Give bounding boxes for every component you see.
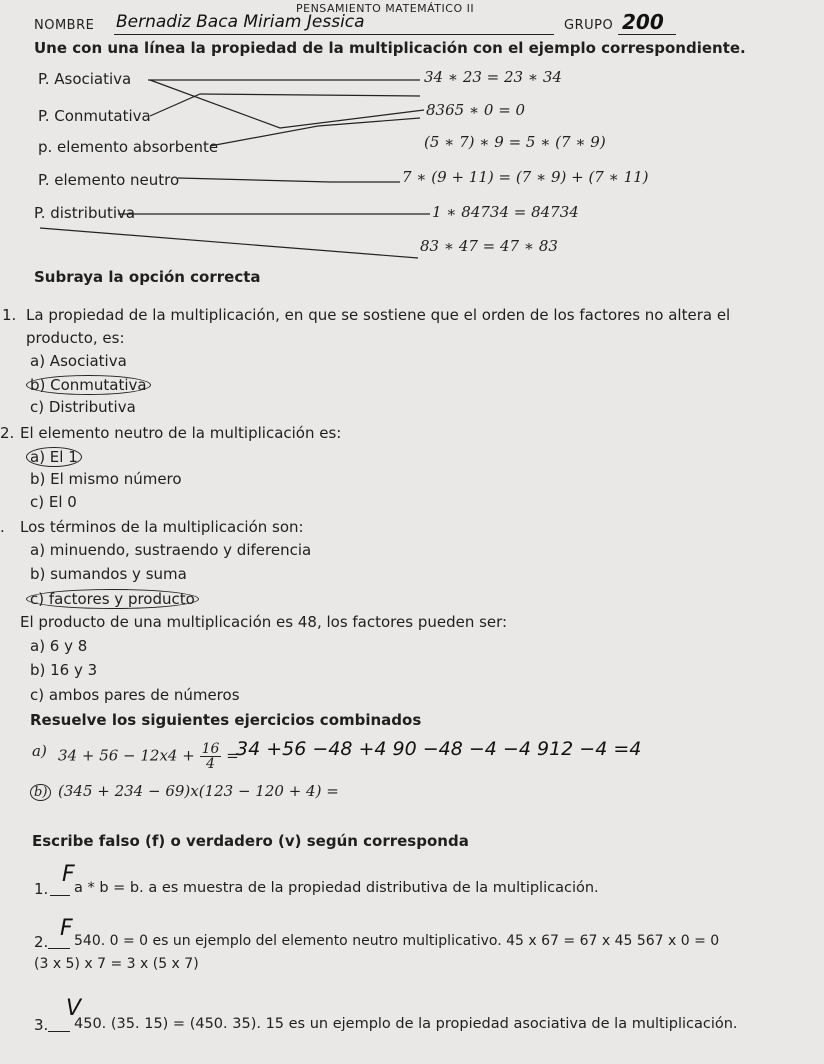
property-absorbente: p. elemento absorbente (38, 138, 219, 156)
section3-title: Resuelve los siguientes ejercicios combinados (30, 711, 422, 729)
tf-3-text: 450. (35. 15) = (450. 35). 15 es un ejemplo de la propiedad asociativa de la multiplicación. (74, 1016, 738, 1032)
q1-option-a: a) Asociativa (30, 352, 127, 370)
q4-option-a: a) 6 y 8 (30, 637, 88, 655)
name-label: NOMBRE (34, 18, 95, 33)
example-1: 34 ∗ 23 = 23 ∗ 34 (424, 68, 562, 86)
match-line-absorbente (210, 118, 420, 146)
section4-title: Escribe falso (f) o verdadero (v) según corresponda (32, 832, 469, 850)
tf-2-text-2: (3 x 5) x 7 = 3 x (5 x 7) (34, 956, 199, 972)
q1-option-b (30, 375, 151, 395)
example-3: (5 ∗ 7) ∗ 9 = 5 ∗ (7 ∗ 9) (424, 133, 606, 151)
name-value: Bernadiz Baca Miriam Jessica (116, 12, 365, 32)
tf-1-number: 1. (34, 880, 49, 898)
q2-option-a (30, 447, 82, 467)
section2-instruction: Subraya la opción correcta (34, 268, 261, 286)
property-conmutativa: P. Conmutativa (38, 107, 151, 125)
tf-2-answer: F (60, 916, 73, 941)
tf-2-text: 540. 0 = 0 es un ejemplo del elemento neutro multiplicativo. 45 x 67 = 67 x 45 567 x 0 = 0 (74, 933, 720, 949)
group-label: GRUPO (564, 18, 614, 33)
q1-text: La propiedad de la multiplicación, en que se sostiene que el orden de los factores no altera el (26, 306, 731, 324)
tf-1-underline (50, 895, 70, 896)
example-4: 7 ∗ (9 + 11) = (7 ∗ 9) + (7 ∗ 11) (402, 168, 649, 186)
example-2: 8365 ∗ 0 = 0 (426, 101, 526, 119)
example-6: 83 ∗ 47 = 47 ∗ 83 (420, 237, 558, 255)
exercise-a-equals: = (226, 746, 239, 765)
section1-instruction: Une con una línea la propiedad de la multiplicación con el ejemplo correspondiente. (34, 39, 746, 57)
exercise-a-answer: 34 +56 −48 +4 90 −48 −4 −4 912 −4 =4 (236, 738, 642, 760)
q3-text: Los términos de la multiplicación son: (20, 518, 304, 536)
q4-option-c: c) ambos pares de números (30, 686, 240, 704)
answer-circle: c) factores y producto (26, 589, 199, 609)
matching-lines (0, 0, 824, 280)
q4-option-b: b) 16 y 3 (30, 661, 98, 679)
page-title: PENSAMIENTO MATEMÁTICO II (296, 2, 475, 15)
answer-circle: b) Conmutativa (26, 375, 151, 395)
q1-option-c: c) Distributiva (30, 398, 136, 416)
answer-circle: a) El 1 (26, 447, 82, 467)
tf-3-answer: V (66, 996, 82, 1021)
q1-text-2: producto, es: (26, 329, 125, 347)
q2-text: El elemento neutro de la multiplicación es: (20, 424, 342, 442)
tf-1-answer: F (62, 862, 75, 887)
q2-number: 2. (0, 424, 15, 442)
exercise-a (58, 742, 239, 771)
tf-2-number: 2. (34, 933, 49, 951)
tf-1-text: a * b = b. a es muestra de la propiedad distributiva de la multiplicación. (74, 880, 599, 896)
example-5: 1 ∗ 84734 = 84734 (432, 203, 579, 221)
q3-option-b: b) sumandos y suma (30, 565, 187, 583)
exercise-a-fraction (200, 742, 222, 771)
exercise-a-label: a) (32, 742, 47, 760)
exercise-b-label (34, 782, 51, 801)
tf-3-number: 3. (34, 1016, 49, 1034)
match-line-distributiva-2 (40, 228, 418, 258)
tf-2-underline (48, 948, 70, 949)
group-value: 200 (622, 10, 664, 34)
q1-number: 1. (2, 306, 17, 324)
q3-option-a: a) minuendo, sustraendo y diferencia (30, 541, 312, 559)
fraction-denominator: 4 (206, 756, 215, 772)
match-line-neutro (178, 178, 400, 182)
property-asociativa: P. Asociativa (38, 70, 132, 88)
q3-number: . (0, 518, 5, 536)
match-line-conmutativa-1 (150, 94, 420, 116)
property-neutro: P. elemento neutro (38, 171, 180, 189)
fraction-numerator: 16 (201, 741, 220, 757)
q2-option-c: c) El 0 (30, 493, 77, 511)
b-circle: b) (30, 784, 51, 801)
exercise-a-expr: 34 + 56 − 12x4 + (58, 746, 195, 765)
tf-3-underline (48, 1031, 70, 1032)
q3-option-c (30, 589, 199, 609)
q2-option-b: b) El mismo número (30, 470, 182, 488)
q4-text: El producto de una multiplicación es 48, los factores pueden ser: (20, 613, 508, 631)
property-distributiva: P. distributiva (34, 204, 136, 222)
exercise-b: (345 + 234 − 69)x(123 − 120 + 4) = (58, 782, 339, 800)
